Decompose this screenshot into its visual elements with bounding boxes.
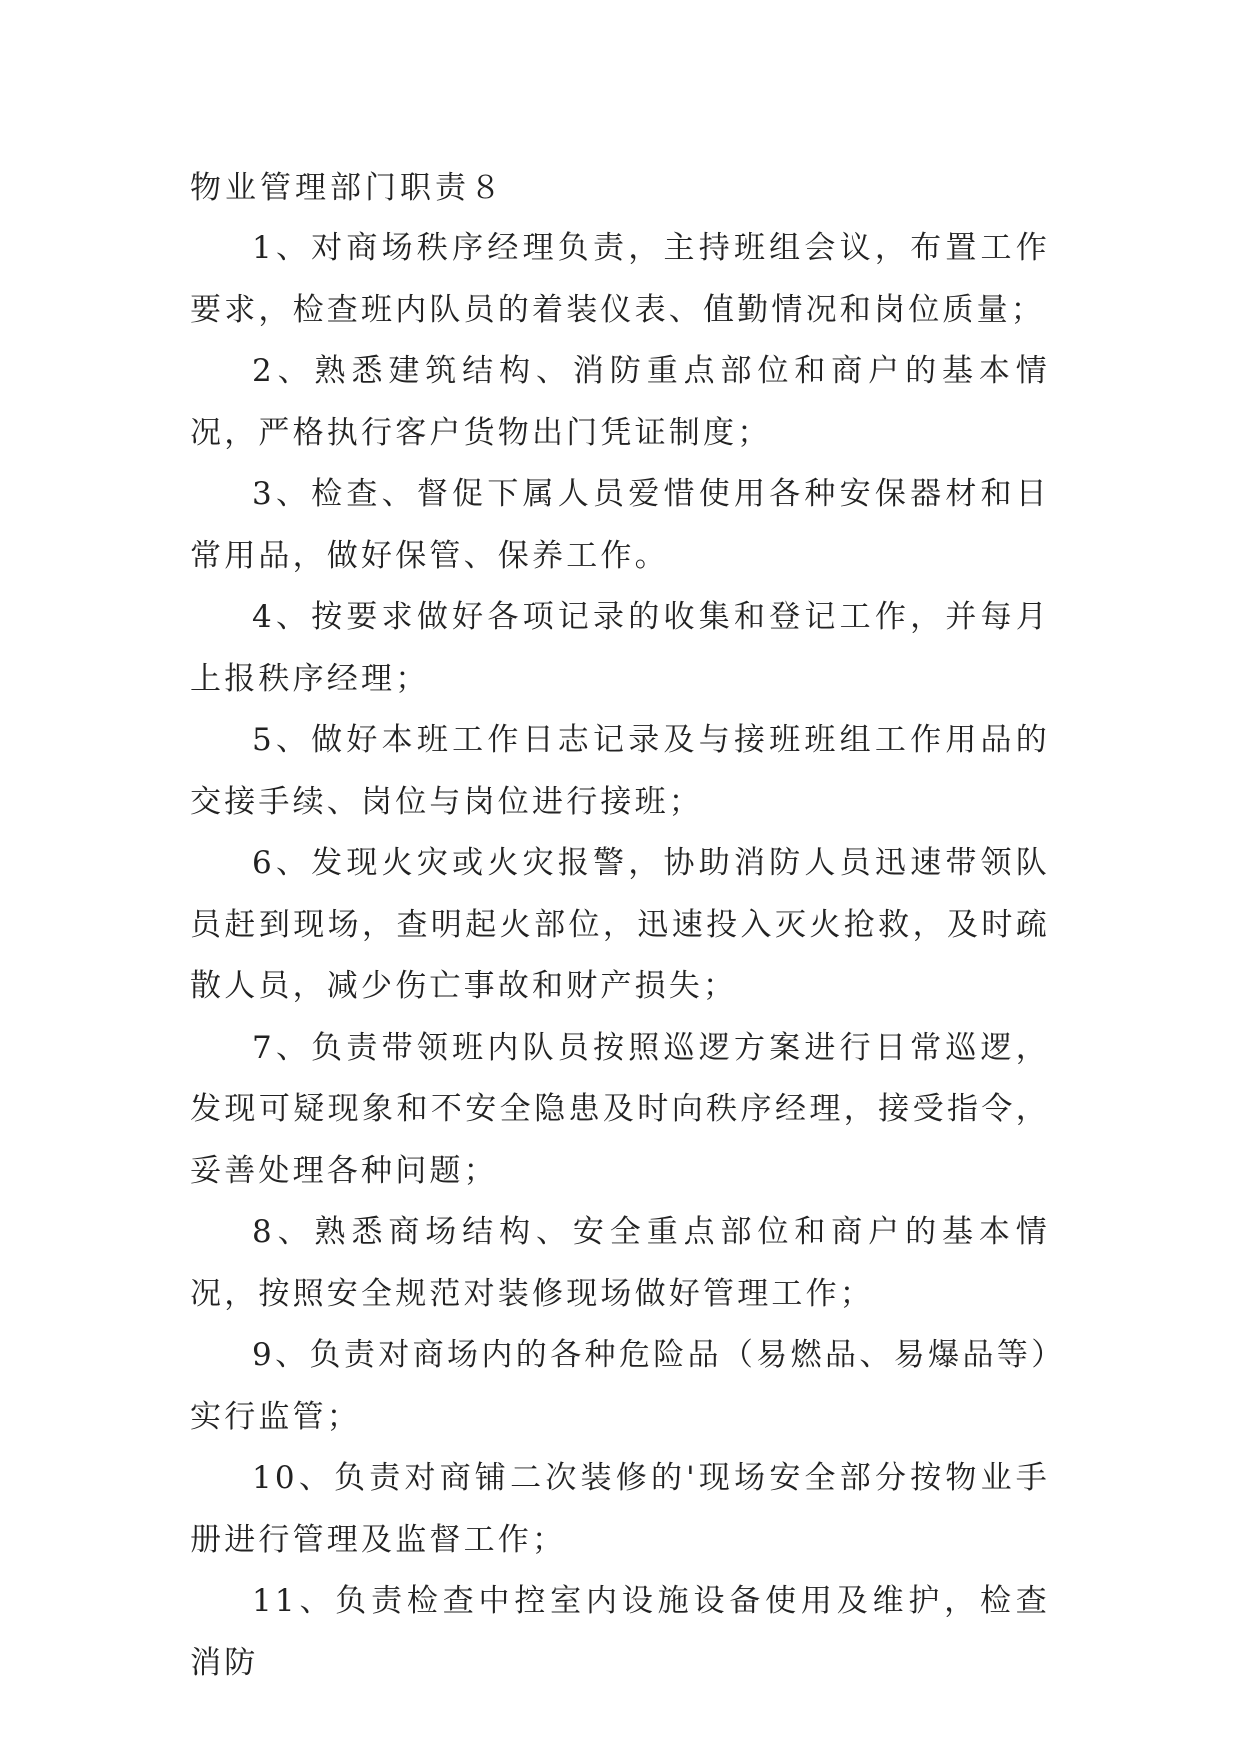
paragraph-4: 4、按要求做好各项记录的收集和登记工作，并每月上报秩序经理；: [190, 599, 1050, 697]
paragraph-2: 2、熟悉建筑结构、消防重点部位和商户的基本情况，严格执行客户货物出门凭证制度；: [190, 353, 1050, 451]
paragraph-3: 3、检查、督促下属人员爱惜使用各种安保器材和日常用品，做好保管、保养工作。: [190, 476, 1050, 574]
paragraph-8: 8、熟悉商场结构、安全重点部位和商户的基本情况，按照安全规范对装修现场做好管理工作；: [190, 1214, 1050, 1312]
document-title: 物业管理部门职责８: [190, 170, 505, 206]
paragraph-6: 6、发现火灾或火灾报警，协助消防人员迅速带领队员赶到现场，查明起火部位，迅速投入灭火抢救，及时疏散人员，减少伤亡事故和财产损失；: [190, 845, 1050, 1004]
paragraph-9: 9、负责对商场内的各种危险品（易燃品、易爆品等）实行监管；: [190, 1337, 1050, 1435]
paragraph-10: 10、负责对商铺二次装修的'现场安全部分按物业手册进行管理及监督工作；: [190, 1460, 1050, 1558]
document-body: [190, 158, 1050, 1694]
paragraph-1: 1、对商场秩序经理负责，主持班组会议，布置工作要求，检查班内队员的着装仪表、值勤情况和岗位质量；: [190, 230, 1050, 328]
paragraph-5: 5、做好本班工作日志记录及与接班班组工作用品的交接手续、岗位与岗位进行接班；: [190, 722, 1050, 820]
paragraph-11: 11、负责检查中控室内设施设备使用及维护，检查消防: [190, 1583, 1050, 1681]
paragraph-7: 7、负责带领班内队员按照巡逻方案进行日常巡逻，发现可疑现象和不安全隐患及时向秩序经理，接受指令，妥善处理各种问题；: [190, 1029, 1050, 1189]
